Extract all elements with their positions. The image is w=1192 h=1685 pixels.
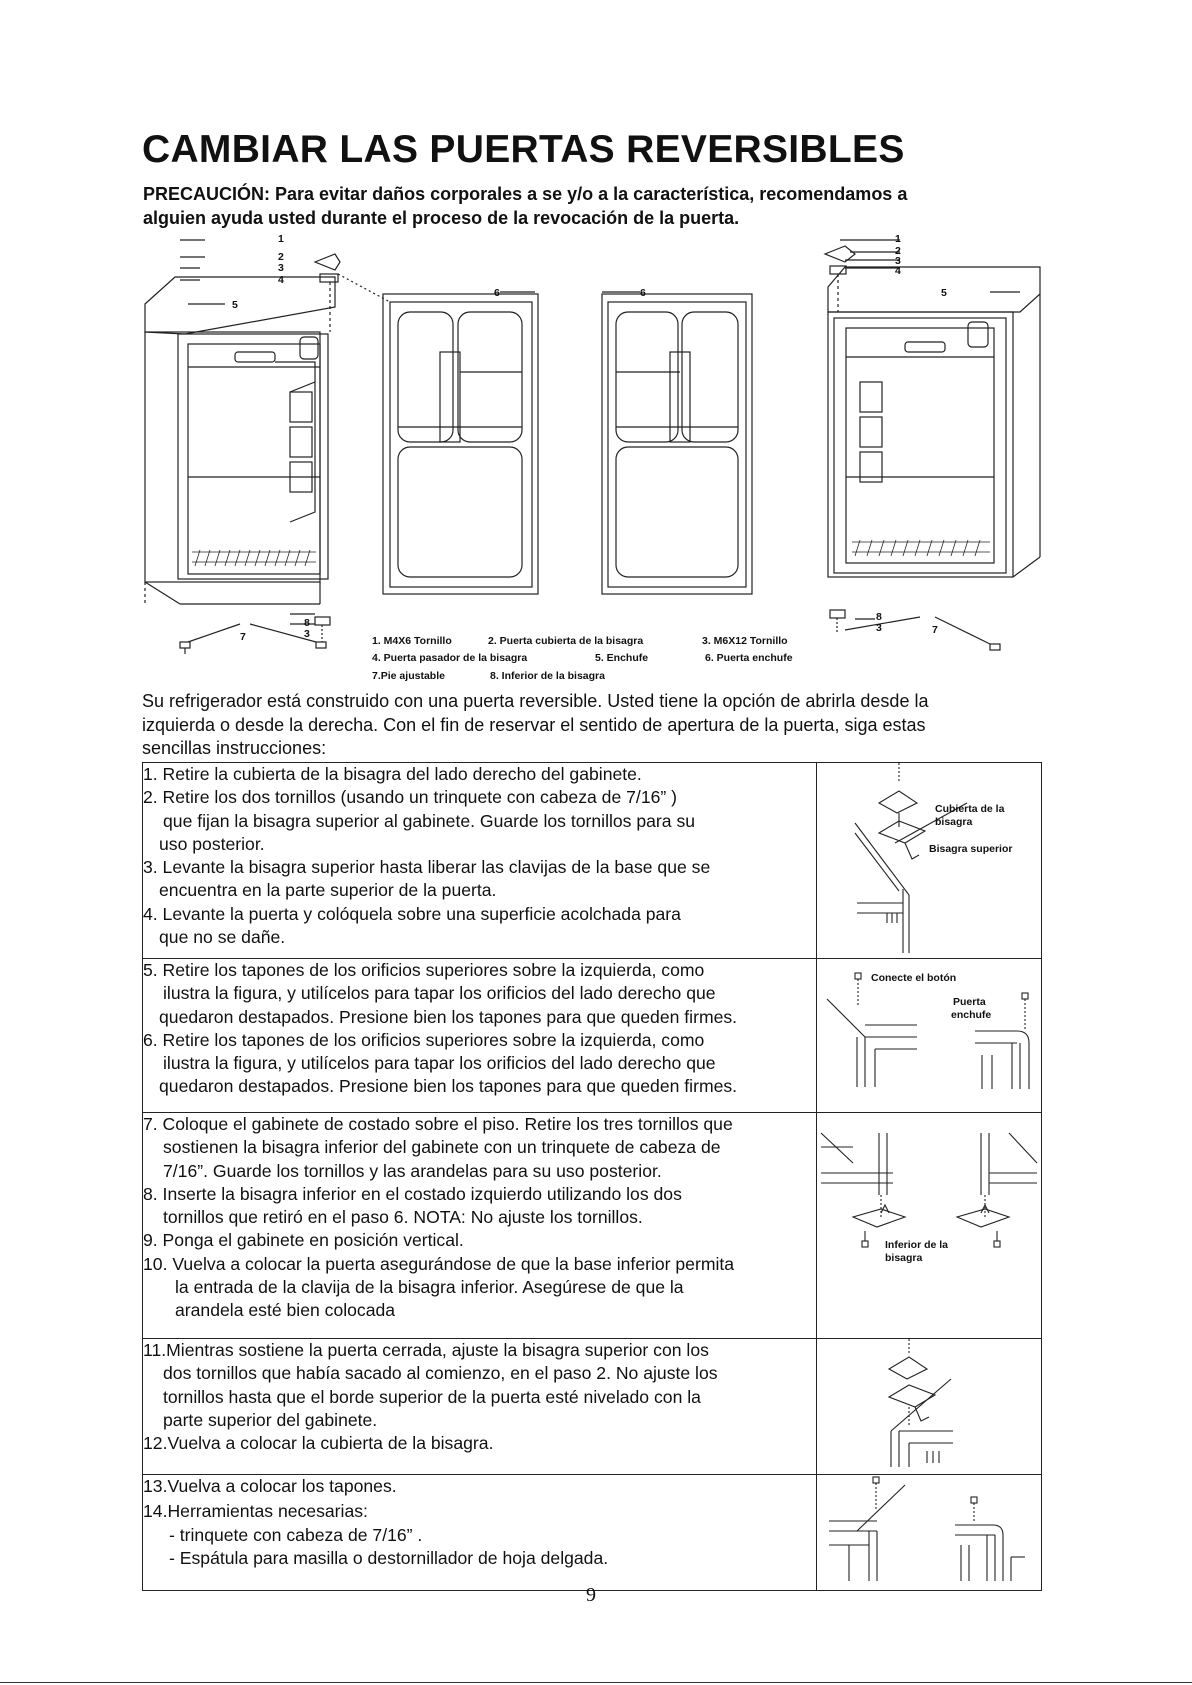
callout-7: 7 — [240, 631, 246, 643]
caution-line: alguien ayuda usted durante el proceso de la revocación de la puerta. — [143, 208, 740, 228]
top-hinge-illustration — [817, 763, 1042, 959]
bottom-hinge-label: Inferior de la — [885, 1239, 949, 1251]
callout-1: 1 — [278, 233, 284, 245]
step-line: arandela esté bien colocada — [175, 1300, 396, 1321]
step-line: la entrada de la clavija de la bisagra inferior. Asegúrese de que la — [175, 1277, 684, 1298]
step-line: 9. Ponga el gabinete en posición vertical. — [143, 1230, 464, 1251]
right-cabinet-illustration — [828, 267, 1040, 577]
intro-paragraph — [142, 690, 1042, 761]
step-line: tornillos que retiró en el paso 6. NOTA: No ajuste los tornillos. — [163, 1207, 643, 1228]
connect-button-label: Conecte el botón — [871, 972, 957, 984]
caution-note — [143, 182, 1043, 230]
steps-row — [143, 1113, 1042, 1339]
steps-11-12 — [143, 1339, 817, 1475]
legend-item: 7.Pie ajustable — [372, 670, 445, 682]
callout-3: 3 — [278, 262, 284, 274]
legend-item: 4. Puerta pasador de la bisagra — [372, 652, 528, 664]
legend-item: 2. Puerta cubierta de la bisagra — [488, 635, 644, 647]
step-line: 7. Coloque el gabinete de costado sobre el piso. Retire los tres tornillos que — [143, 1114, 733, 1134]
callout-3-right: 3 — [895, 255, 901, 267]
callout-3-right-bottom: 3 — [876, 622, 882, 634]
top-hinge-parts-right — [825, 240, 900, 312]
step-line: 1. Retire la cubierta de la bisagra del lado derecho del gabinete. — [143, 764, 642, 784]
plug-illustration — [817, 959, 1042, 1113]
intro-line: sencillas instrucciones: — [142, 738, 327, 758]
step-line: ilustra la figura, y utilícelos para tapar los orificios del lado derecho que — [163, 1053, 716, 1074]
left-door-illustration — [383, 294, 538, 594]
callout-6: 6 — [494, 287, 500, 299]
step-line: 11.Mientras sostiene la puerta cerrada, ajuste la bisagra superior con los — [143, 1340, 709, 1360]
bottom-hinge-drawing — [817, 1113, 1041, 1333]
steps-row — [143, 959, 1042, 1113]
step-line: encuentra en la parte superior de la puerta. — [159, 880, 497, 901]
callout-4-right: 4 — [895, 265, 901, 277]
reinstall-hinge-illustration — [817, 1339, 1042, 1475]
step-line: 10. Vuelva a colocar la puerta asegurándose de que la base inferior permita — [143, 1253, 735, 1274]
callout-6-right: 6 — [640, 287, 646, 299]
bottom-hinge-illustration — [817, 1113, 1042, 1339]
callout-8: 8 — [304, 617, 310, 629]
page-title: CAMBIAR LAS PUERTAS REVERSIBLES — [142, 128, 905, 171]
top-hinge-drawing — [817, 763, 1041, 953]
callout-4: 4 — [278, 274, 284, 286]
step-line: 6. Retire los tapones de los orificios superiores sobre la izquierda, como — [143, 1029, 705, 1050]
step-line: 14.Herramientas necesarias: — [143, 1501, 368, 1522]
plug-drawing — [817, 959, 1041, 1107]
step-line: que fijan la bisagra superior al gabinete. Guarde los tornillos para su — [163, 810, 696, 831]
intro-line: izquierda o desde la derecha. Con el fin de reservar el sentido de apertura de la puerta, siga estas — [142, 714, 926, 735]
step-line: - Espátula para masilla o destornillador de hoja delgada. — [169, 1547, 609, 1568]
steps-7-10 — [143, 1113, 817, 1339]
reinstall-hinge-drawing — [817, 1339, 1041, 1469]
steps-13-14 — [143, 1475, 817, 1591]
step-line: ilustra la figura, y utilícelos para tapar los orificios del lado derecho que — [163, 983, 716, 1004]
callout-8-right: 8 — [876, 611, 882, 623]
steps-row — [143, 1339, 1042, 1475]
step-line: 4. Levante la puerta y colóquela sobre una superficie acolchada para — [143, 903, 681, 924]
step-line: que no se dañe. — [159, 927, 286, 948]
callout-1-right: 1 — [895, 233, 901, 245]
legend-item: 1. M4X6 Tornillo — [372, 635, 452, 647]
step-line: quedaron destapados. Presione bien los tapones para que queden firmes. — [159, 1076, 738, 1097]
steps-row — [143, 1475, 1042, 1591]
step-line: - trinquete con cabeza de 7/16” . — [169, 1524, 423, 1545]
left-cabinet-illustration — [145, 277, 335, 604]
hinge-cover-label: bisagra — [935, 816, 973, 828]
step-line: 12.Vuelva a colocar la cubierta de la bisagra. — [143, 1433, 494, 1454]
plugs-reinstall-illustration — [817, 1475, 1042, 1591]
legend-item: 6. Puerta enchufe — [705, 652, 793, 664]
step-line: 5. Retire los tapones de los orificios superiores sobre la izquierda, como — [143, 960, 705, 980]
page-number: 9 — [586, 1584, 596, 1606]
door-plug-label: Puerta — [953, 996, 986, 1008]
legend-item: 8. Inferior de la bisagra — [490, 670, 605, 682]
caution-line: PRECAUCIÓN: Para evitar daños corporales a se y/o a la característica, recomendamos a — [143, 184, 908, 204]
bottom-hinge-label: bisagra — [885, 1252, 923, 1264]
callout-7-right: 7 — [932, 624, 938, 636]
step-line: 2. Retire los dos tornillos (usando un trinquete con cabeza de 7/16” ) — [143, 787, 677, 808]
step-line: tornillos hasta que el borde superior de la puerta esté nivelado con la — [163, 1386, 701, 1407]
bottom-hinge-right — [830, 610, 1000, 650]
step-line: dos tornillos que había sacado al comienzo, en el paso 2. No ajuste los — [163, 1363, 718, 1384]
door-reversal-exploded-figure — [140, 232, 1045, 690]
callout-5: 5 — [232, 299, 238, 311]
legend-item: 3. M6X12 Tornillo — [702, 635, 788, 647]
callout-5-right: 5 — [941, 287, 947, 299]
callout-3-bottom: 3 — [304, 628, 310, 640]
step-line: parte superior del gabinete. — [163, 1409, 378, 1430]
step-line: 13.Vuelva a colocar los tapones. — [143, 1476, 397, 1496]
bottom-rule — [0, 1682, 1192, 1683]
step-line: 3. Levante la bisagra superior hasta liberar las clavijas de la base que se — [143, 857, 711, 878]
step-line: 7/16”. Guarde los tornillos y las arandelas para su uso posterior. — [163, 1160, 662, 1181]
step-line: uso posterior. — [159, 833, 265, 854]
door-plug-label: enchufe — [951, 1009, 992, 1021]
legend-item: 5. Enchufe — [595, 652, 649, 664]
step-line: quedaron destapados. Presione bien los tapones para que queden firmes. — [159, 1006, 738, 1027]
step-line: sostienen la bisagra inferior del gabinete con un trinquete de cabeza de — [163, 1137, 721, 1158]
step-line: 8. Inserte la bisagra inferior en el costado izquierdo utilizando los dos — [143, 1183, 682, 1204]
top-hinge-parts-left — [180, 240, 390, 332]
hinge-cover-label: Cubierta de la — [935, 803, 1005, 815]
steps-row — [143, 763, 1042, 959]
figure-legend — [372, 635, 793, 682]
intro-line: Su refrigerador está construido con una puerta reversible. Usted tiene la opción de abrirla desde la — [142, 691, 929, 711]
top-hinge-label: Bisagra superior — [929, 843, 1013, 855]
callout-2: 2 — [278, 251, 284, 263]
right-door-illustration — [602, 294, 752, 594]
steps-5-6 — [143, 959, 817, 1113]
callout-2-right: 2 — [895, 245, 901, 257]
steps-1-4 — [143, 763, 817, 959]
plugs-reinstall-drawing — [817, 1475, 1041, 1585]
instructions-table — [142, 762, 1042, 1591]
